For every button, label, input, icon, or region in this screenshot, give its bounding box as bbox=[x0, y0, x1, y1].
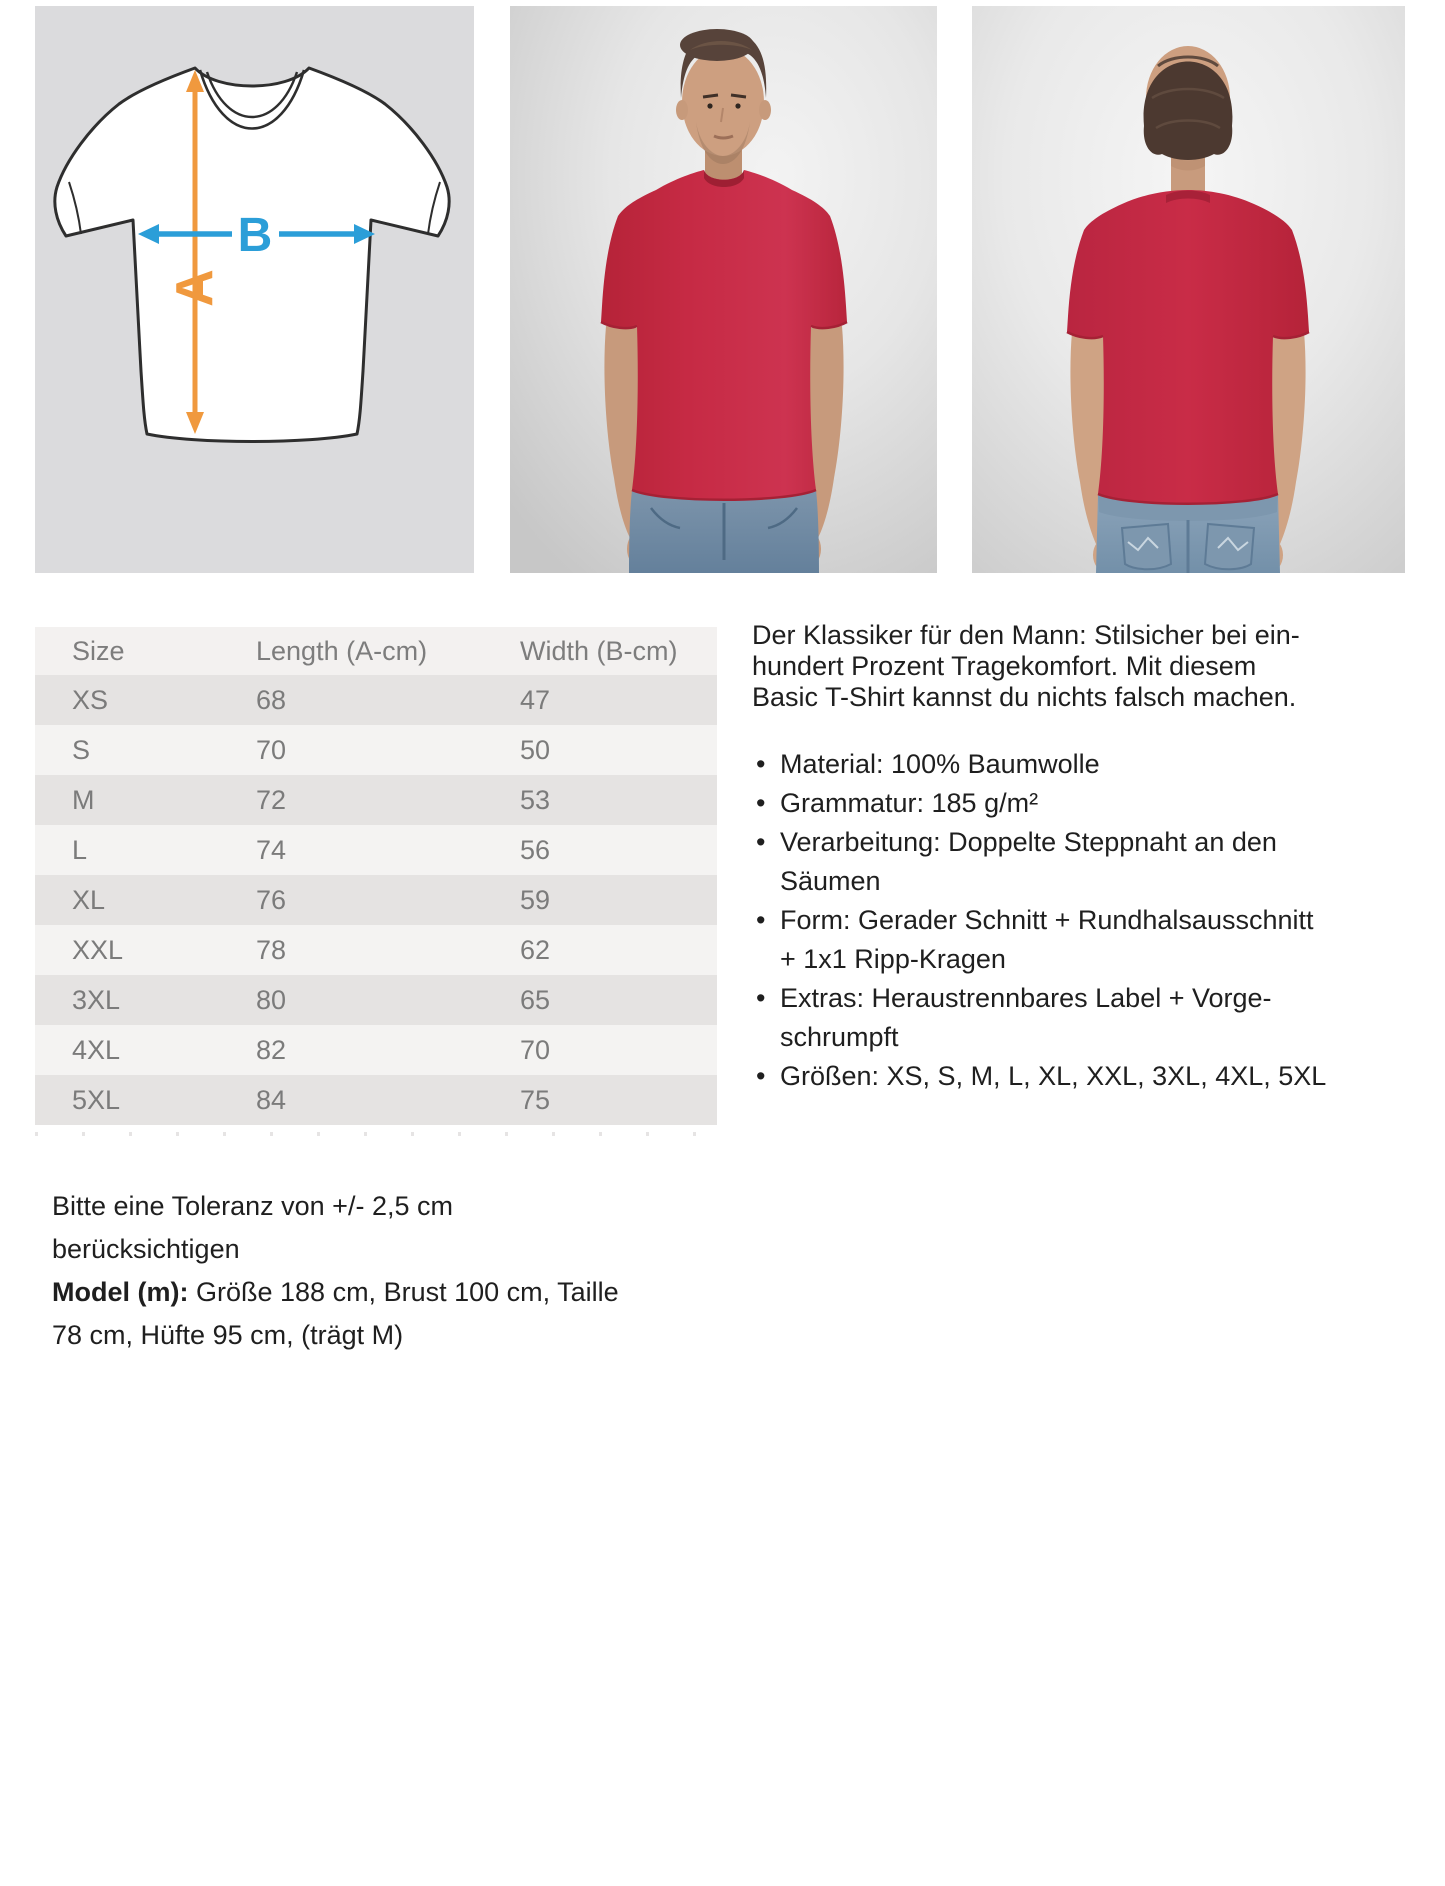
bullet-line: • Form: Gerader Schnitt + Rundhalsausschnitt bbox=[780, 905, 1314, 935]
width-cell: 59 bbox=[483, 875, 717, 925]
size-table-row bbox=[35, 725, 717, 775]
clipped-row-remnant bbox=[35, 1132, 717, 1136]
bullet-line: + 1x1 Ripp-Kragen bbox=[780, 944, 1006, 974]
bullet-line: • Verarbeitung: Doppelte Steppnaht an den bbox=[780, 827, 1277, 857]
size-table-column-header: Size bbox=[35, 627, 219, 675]
model-back-photo bbox=[972, 6, 1405, 573]
size-cell: S bbox=[35, 725, 219, 775]
bullet-line: • Größen: XS, S, M, L, XL, XXL, 3XL, 4XL, 5XL bbox=[780, 1061, 1327, 1091]
width-label-b: B bbox=[237, 209, 273, 262]
description-intro-line: hundert Prozent Tragekomfort. Mit diesem bbox=[752, 651, 1257, 681]
size-cell: XXL bbox=[35, 925, 219, 975]
bullet-line: • Material: 100% Baumwolle bbox=[780, 749, 1100, 779]
bullet-line: • Extras: Heraustrennbares Label + Vorge- bbox=[780, 983, 1272, 1013]
size-cell: XL bbox=[35, 875, 219, 925]
description-bullet-item bbox=[780, 979, 1392, 1057]
size-table-row bbox=[35, 875, 717, 925]
tshirt-measure-diagram bbox=[35, 6, 474, 573]
description-bullet-item bbox=[780, 1057, 1392, 1096]
size-table-row bbox=[35, 1025, 717, 1075]
size-cell: 5XL bbox=[35, 1075, 219, 1125]
description-bullet-item bbox=[780, 745, 1392, 784]
size-diagram-image bbox=[35, 6, 474, 573]
bullet-line: • Grammatur: 185 g/m² bbox=[780, 788, 1039, 818]
model-back-illustration bbox=[972, 6, 1405, 573]
length-cell: 68 bbox=[219, 675, 483, 725]
tolerance-note: Bitte eine Toleranz von +/- 2,5 cm berücksichtigen bbox=[52, 1191, 453, 1264]
size-cell: XS bbox=[35, 675, 219, 725]
size-table-column-header: Width (B-cm) bbox=[483, 627, 717, 675]
width-cell: 70 bbox=[483, 1025, 717, 1075]
model-info-line2: 78 cm, Hüfte 95 cm, (trägt M) bbox=[52, 1320, 404, 1350]
description-intro-line: Der Klassiker für den Mann: Stilsicher bei ein- bbox=[752, 620, 1300, 650]
size-table-row bbox=[35, 1075, 717, 1125]
size-table-row bbox=[35, 775, 717, 825]
measurement-notes bbox=[52, 1185, 644, 1357]
length-cell: 70 bbox=[219, 725, 483, 775]
size-table-row bbox=[35, 675, 717, 725]
width-cell: 53 bbox=[483, 775, 717, 825]
length-cell: 80 bbox=[219, 975, 483, 1025]
size-table-row bbox=[35, 975, 717, 1025]
model-info-label: Model (m): bbox=[52, 1277, 189, 1307]
length-cell: 84 bbox=[219, 1075, 483, 1125]
product-description bbox=[752, 620, 1392, 1096]
length-cell: 82 bbox=[219, 1025, 483, 1075]
width-cell: 62 bbox=[483, 925, 717, 975]
size-table-row bbox=[35, 925, 717, 975]
description-bullet-item bbox=[780, 784, 1392, 823]
size-table-column-header: Length (A-cm) bbox=[219, 627, 483, 675]
width-cell: 56 bbox=[483, 825, 717, 875]
width-cell: 47 bbox=[483, 675, 717, 725]
model-info-text1: Größe 188 cm, Brust 100 cm, Taille bbox=[196, 1277, 619, 1307]
description-intro-line: Basic T-Shirt kannst du nichts falsch machen. bbox=[752, 682, 1297, 712]
length-cell: 78 bbox=[219, 925, 483, 975]
description-intro bbox=[752, 620, 1392, 713]
model-info-line1 bbox=[52, 1271, 644, 1314]
width-cell: 75 bbox=[483, 1075, 717, 1125]
length-label-a: A bbox=[166, 269, 224, 307]
bullet-line: schrumpft bbox=[780, 1022, 899, 1052]
width-cell: 65 bbox=[483, 975, 717, 1025]
size-cell: 3XL bbox=[35, 975, 219, 1025]
size-cell: L bbox=[35, 825, 219, 875]
bullet-line: Säumen bbox=[780, 866, 881, 896]
description-bullet-list bbox=[752, 745, 1392, 1096]
description-bullet-item bbox=[780, 901, 1392, 979]
width-cell: 50 bbox=[483, 725, 717, 775]
model-front-illustration bbox=[510, 6, 937, 573]
size-chart-table bbox=[35, 627, 717, 1125]
size-cell: M bbox=[35, 775, 219, 825]
length-cell: 72 bbox=[219, 775, 483, 825]
length-cell: 74 bbox=[219, 825, 483, 875]
length-cell: 76 bbox=[219, 875, 483, 925]
description-bullet-item bbox=[780, 823, 1392, 901]
size-table-row bbox=[35, 825, 717, 875]
model-front-photo bbox=[510, 6, 937, 573]
size-table-header-row bbox=[35, 627, 717, 675]
size-cell: 4XL bbox=[35, 1025, 219, 1075]
